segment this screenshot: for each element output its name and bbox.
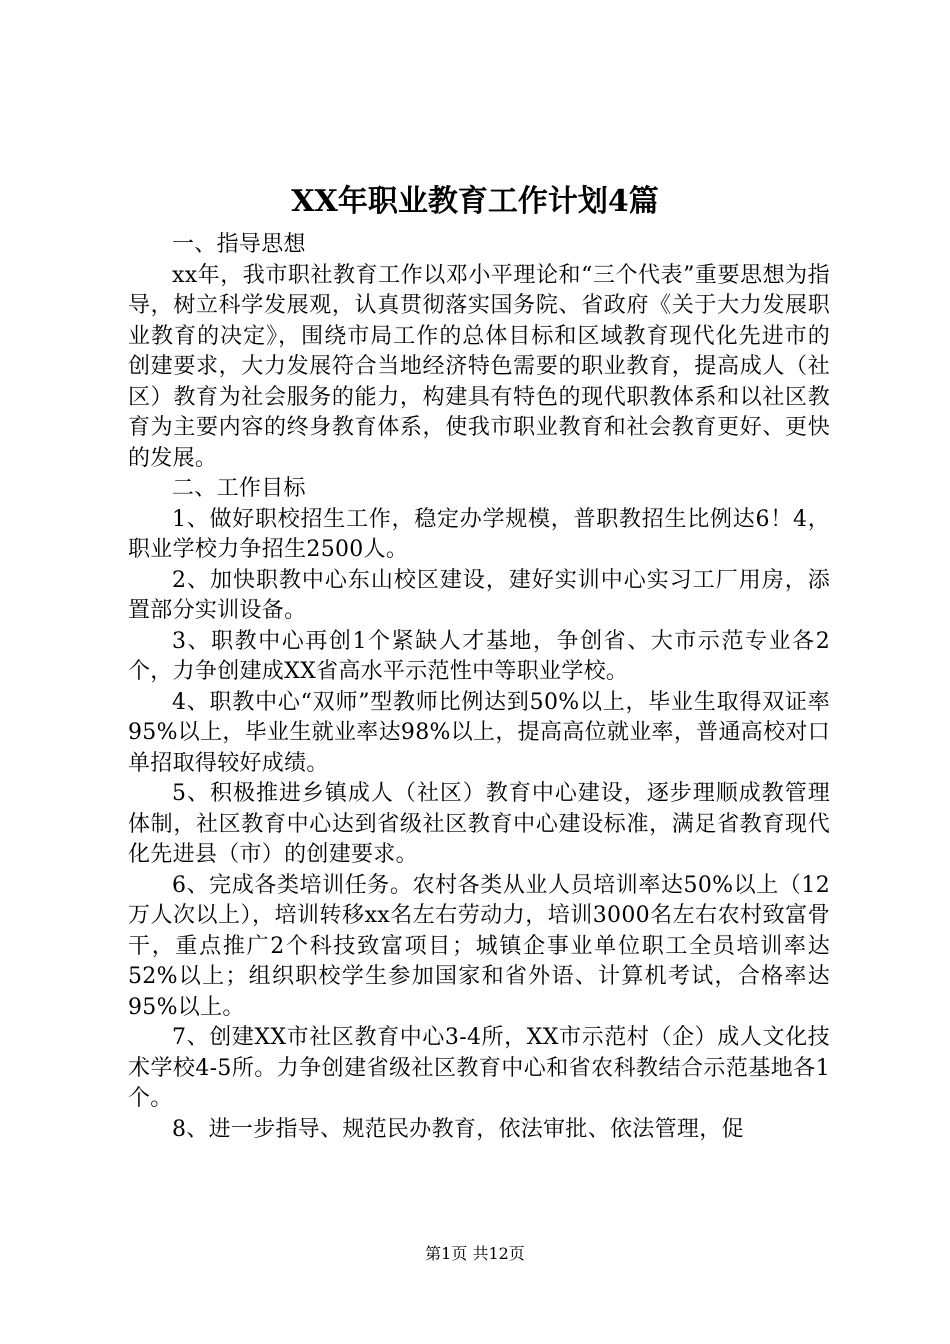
goal-item-4: 4、职教中心“双师”型教师比例达到50%以上，毕业生取得双证率95%以上，毕业生就业率达98%以上，提高高位就业率，普通高校对口单招取得较好成绩。 <box>128 689 830 776</box>
goal-item-6: 6、完成各类培训任务。农村各类从业人员培训率达50%以上（12万人次以上），培训转移xx名左右劳动力，培训3000名左右农村致富骨干，重点推广2个科技致富项目；城镇企事业单位职工全员培训率达52%以上；组织职校学生参加国家和省外语、计算机考试，合格率达95%以上。 <box>128 872 830 1020</box>
paragraph-guiding-ideology: xx年，我市职社教育工作以邓小平理论和“三个代表”重要思想为指导，树立科学发展观，认真贯彻落实国务院、省政府《关于大力发展职业教育的决定》，围绕市局工作的总体目标和区域教育现代化先进市的创建要求，大力发展符合当地经济特色需要的职业教育，提高成人（社区）教育为社会服务的能力，构建具有特色的现代职教体系和以社区教育为主要内容的终身教育体系，使我市职业教育和社会教育更好、更快的发展。 <box>128 262 830 471</box>
goal-item-3: 3、职教中心再创1个紧缺人才基地，争创省、大市示范专业各2个，力争创建成XX省高水平示范性中等职业学校。 <box>128 628 830 684</box>
document-body <box>128 230 830 1145</box>
page-number-footer: 第1页 共12页 <box>425 1244 525 1263</box>
section-heading-work-goals: 二、工作目标 <box>172 476 306 501</box>
goal-item-7: 7、创建XX市社区教育中心3-4所，XX市示范村（企）成人文化技术学校4-5所。力争创建省级社区教育中心和省农科教结合示范基地各1个。 <box>128 1025 830 1111</box>
goal-item-1: 1、做好职校招生工作，稳定办学规模，普职教招生比例达6！4，职业学校力争招生2500人。 <box>128 506 830 562</box>
goal-item-5: 5、积极推进乡镇成人（社区）教育中心建设，逐步理顺成教管理体制，社区教育中心达到省级社区教育中心建设标准，满足省教育现代化先进县（市）的创建要求。 <box>128 781 830 867</box>
goal-item-2: 2、加快职教中心东山校区建设，建好实训中心实习工厂用房，添置部分实训设备。 <box>128 567 830 623</box>
section-heading-guiding-ideology: 一、指导思想 <box>172 232 306 257</box>
document-title: XX年职业教育工作计划4篇 <box>291 184 659 219</box>
goal-item-8: 8、进一步指导、规范民办教育，依法审批、依法管理，促 <box>172 1116 744 1142</box>
